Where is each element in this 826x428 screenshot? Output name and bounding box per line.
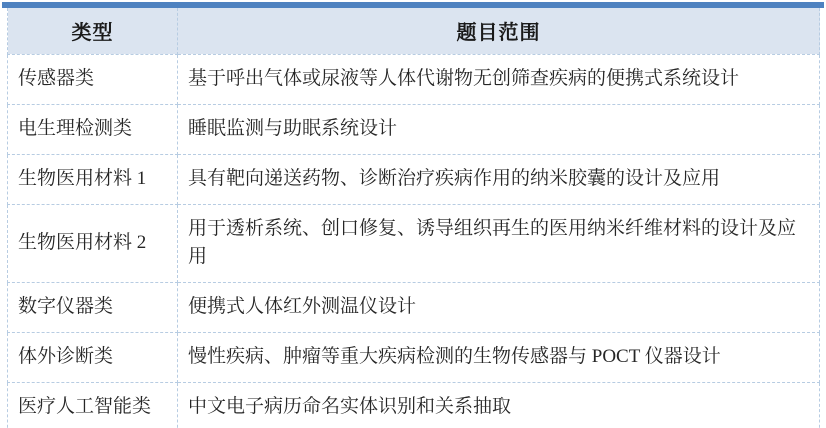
scope-cell: 基于呼出气体或尿液等人体代谢物无创筛查疾病的便携式系统设计 [178, 54, 820, 104]
scope-cell: 便携式人体红外测温仪设计 [178, 282, 820, 332]
table-row [8, 154, 820, 204]
table-row [8, 282, 820, 332]
column-header-type: 类型 [8, 8, 178, 54]
table-row [8, 54, 820, 104]
scope-cell: 慢性疾病、肿瘤等重大疾病检测的生物传感器与 POCT 仪器设计 [178, 332, 820, 382]
column-header-scope: 题目范围 [178, 8, 820, 54]
table-row [8, 332, 820, 382]
type-cell: 数字仪器类 [8, 282, 178, 332]
type-cell: 医疗人工智能类 [8, 382, 178, 428]
scope-cell: 睡眠监测与助眠系统设计 [178, 104, 820, 154]
header-row [8, 8, 820, 54]
table-row [8, 104, 820, 154]
type-cell: 生物医用材料 1 [8, 154, 178, 204]
type-cell: 生物医用材料 2 [8, 204, 178, 282]
scope-cell: 中文电子病历命名实体识别和关系抽取 [178, 382, 820, 428]
type-cell: 传感器类 [8, 54, 178, 104]
table-body [8, 54, 820, 428]
table-row [8, 382, 820, 428]
scope-cell: 具有靶向递送药物、诊断治疗疾病作用的纳米胶囊的设计及应用 [178, 154, 820, 204]
type-cell: 体外诊断类 [8, 332, 178, 382]
type-cell: 电生理检测类 [8, 104, 178, 154]
table-row [8, 204, 820, 282]
topics-table [7, 8, 820, 428]
scope-cell: 用于透析系统、创口修复、诱导组织再生的医用纳米纤维材料的设计及应用 [178, 204, 820, 282]
